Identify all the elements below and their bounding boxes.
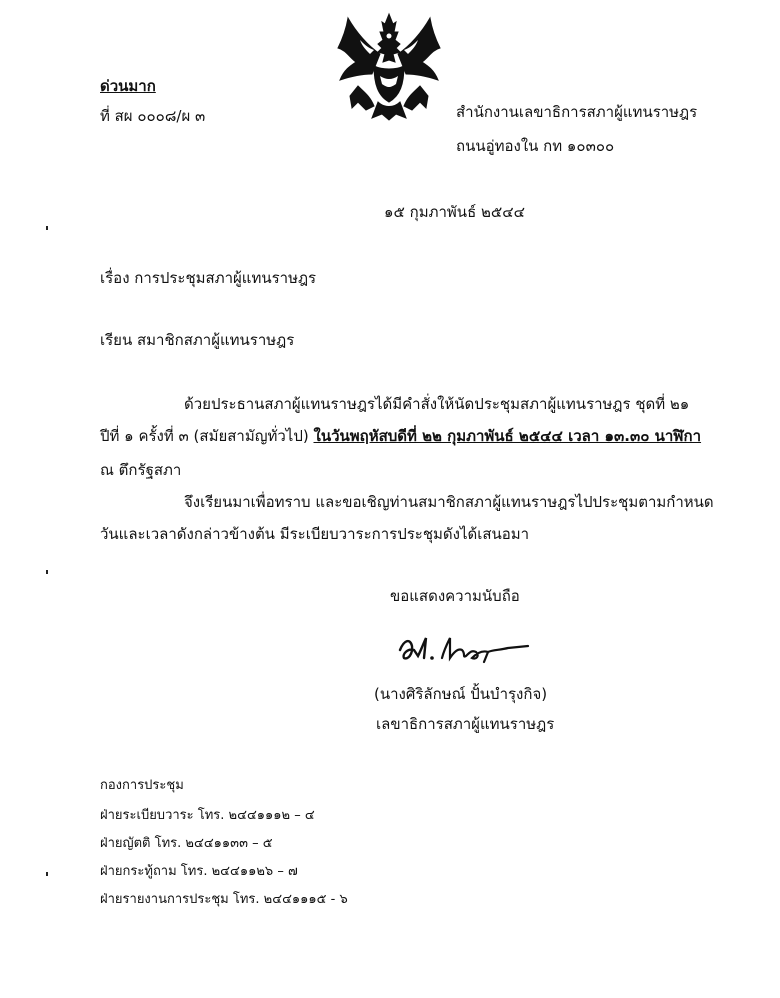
reference-number: ที่ สผ ๐๐๐๘/ผ ๓ xyxy=(100,107,206,125)
meeting-datetime: ในวันพฤหัสบดีที่ ๒๒ กุมภาพันธ์ ๒๕๔๔ เวลา ๑๓.๓๐ นาฬิกา xyxy=(313,427,702,445)
sender-address: ถนนอู่ทองใน กท ๑๐๓๐๐ xyxy=(456,137,615,155)
session-info: ปีที่ ๑ ครั้งที่ ๓ (สมัยสามัญทั่วไป) xyxy=(100,427,314,445)
garuda-emblem-icon xyxy=(330,10,448,122)
letter-date: ๑๕ กุมภาพันธ์ ๒๕๔๔ xyxy=(384,203,525,221)
contact-line: ฝ่ายระเบียบวาระ โทร. ๒๔๔๑๑๑๒ – ๔ xyxy=(100,808,315,823)
contact-line: ฝ่ายรายงานการประชุม โทร. ๒๔๔๑๑๑๕ - ๖ xyxy=(100,892,348,907)
contact-line: ฝ่ายกระทู้ถาม โทร. ๒๔๔๑๑๒๖ – ๗ xyxy=(100,864,298,879)
scan-speck xyxy=(46,872,48,876)
subject-line: เรื่อง การประชุมสภาผู้แทนราษฎร xyxy=(100,269,317,287)
paragraph-1-line-3: ณ ตึกรัฐสภา xyxy=(100,461,182,479)
signatory-title: เลขาธิการสภาผู้แทนราษฎร xyxy=(376,715,555,733)
paragraph-2-line-1: จึงเรียนมาเพื่อทราบ และขอเชิญท่านสมาชิกสภาผู้แทนราษฎรไปประชุมตามกำหนด xyxy=(184,493,714,511)
sender-office: สำนักงานเลขาธิการสภาผู้แทนราษฎร xyxy=(456,103,698,121)
paragraph-1-line-1: ด้วยประธานสภาผู้แทนราษฎรได้มีคำสั่งให้นัดประชุมสภาผู้แทนราษฎร ชุดที่ ๒๑ xyxy=(184,395,690,413)
closing-line: ขอแสดงความนับถือ xyxy=(390,587,520,605)
urgency-label: ด่วนมาก xyxy=(100,77,156,95)
paragraph-2-line-2: วันและเวลาดังกล่าวข้างต้น มีระเบียบวาระการประชุมดังได้เสนอมา xyxy=(100,525,530,543)
scan-speck xyxy=(46,226,48,230)
scan-speck xyxy=(46,570,48,574)
signature-icon xyxy=(396,628,536,668)
paragraph-1-line-2 xyxy=(100,426,701,446)
signatory-name: (นางศิริลักษณ์ ปั้นบำรุงกิจ) xyxy=(374,685,548,703)
salutation-line: เรียน สมาชิกสภาผู้แทนราษฎร xyxy=(100,331,295,349)
contact-line: ฝ่ายญัตติ โทร. ๒๔๔๑๑๓๓ – ๕ xyxy=(100,836,273,851)
contact-department: กองการประชุม xyxy=(100,778,184,793)
